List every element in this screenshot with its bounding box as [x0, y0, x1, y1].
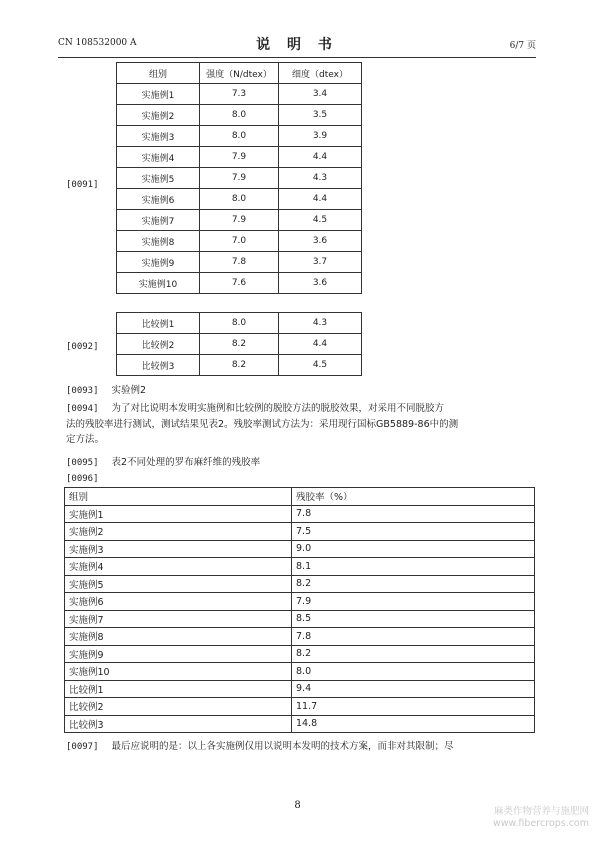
header-rule: [58, 57, 536, 58]
table-cell: 比较例3: [117, 355, 200, 376]
table-cell: 比较例3: [65, 715, 292, 733]
page-number: 8: [294, 800, 301, 811]
table-cell: 7.0: [200, 231, 279, 252]
paragraph-0097: [66, 739, 536, 755]
table-row: [65, 558, 535, 576]
paragraph-label-0093: [0093]: [66, 386, 99, 396]
table-cell: 实施例1: [65, 505, 292, 523]
table-row: [117, 168, 362, 189]
table-caption: 表2不同处理的罗布麻纤维的残胶率: [111, 457, 261, 468]
table-row: [65, 575, 535, 593]
paragraph-label-0094: [0094]: [66, 404, 99, 414]
table-row: [65, 645, 535, 663]
table-row: [117, 189, 362, 210]
watermark-line2: www.fibercrops.com: [492, 818, 589, 829]
patent-number: CN 108532000 A: [58, 38, 137, 48]
table-cell: 3.6: [279, 273, 362, 294]
paragraph-0094: [66, 401, 536, 447]
table-row: [65, 680, 535, 698]
table-cell: 7.8: [292, 628, 535, 646]
table-row: [65, 505, 535, 523]
table-cell: 4.4: [279, 334, 362, 355]
table-cell: 实施例8: [65, 628, 292, 646]
table-row: [65, 628, 535, 646]
table-cell: 比较例1: [65, 680, 292, 698]
table-cell: 4.3: [279, 313, 362, 334]
table-row: [65, 698, 535, 716]
table-cell: 8.0: [200, 126, 279, 147]
table-cell: 实施例7: [117, 210, 200, 231]
table-row: [65, 523, 535, 541]
table-cell: 实施例9: [117, 252, 200, 273]
table-cell: 实施例10: [65, 663, 292, 681]
table-row: [117, 105, 362, 126]
table-cell: 实施例5: [117, 168, 200, 189]
table-cell: 实施例5: [65, 575, 292, 593]
table-cell: 14.8: [292, 715, 535, 733]
table-row: [117, 355, 362, 376]
table-cell: 4.4: [279, 189, 362, 210]
table-cell: 7.9: [200, 168, 279, 189]
table-cell: 实施例9: [65, 645, 292, 663]
table-cell: 8.2: [292, 645, 535, 663]
table-row: [65, 715, 535, 733]
table-cell: 8.5: [292, 610, 535, 628]
table-row: [65, 593, 535, 611]
table-cell: 3.6: [279, 231, 362, 252]
paragraph-label-0091: [0091]: [66, 180, 99, 190]
table-cell: 8.2: [200, 355, 279, 376]
table-cell: 实施例7: [65, 610, 292, 628]
residual-gum-table: [64, 487, 535, 733]
table-cell: 9.4: [292, 680, 535, 698]
page-indicator: 6/7 页: [509, 41, 536, 51]
table-cell: 7.8: [292, 505, 535, 523]
table-row: [117, 126, 362, 147]
table-cell: 实施例10: [117, 273, 200, 294]
table-cell: 3.4: [279, 84, 362, 105]
header-cell: 强度（N/dtex）: [200, 63, 279, 84]
table-cell: 实施例6: [117, 189, 200, 210]
table-cell: 8.2: [200, 334, 279, 355]
table-cell: 4.5: [279, 355, 362, 376]
table-cell: 实施例4: [65, 558, 292, 576]
table-header-row: [117, 63, 362, 84]
table-cell: 7.3: [200, 84, 279, 105]
paragraph-0097-text: 最后应说明的是：以上各实施例仅用以说明本发明的技术方案，而非对其限制；尽: [111, 741, 454, 752]
paragraph-0093: [66, 383, 536, 399]
table-cell: 8.0: [200, 105, 279, 126]
table-cell: 实施例3: [117, 126, 200, 147]
header-cell: 残胶率（%）: [292, 488, 535, 506]
table-row: [117, 210, 362, 231]
table-cell: 实施例4: [117, 147, 200, 168]
table-cell: 实施例2: [65, 523, 292, 541]
table-cell: 实施例8: [117, 231, 200, 252]
watermark-line1: 麻类作物营养与施肥网: [493, 806, 589, 817]
table-row: [65, 610, 535, 628]
comparison-table: [116, 312, 362, 376]
paragraph-label-0092: [0092]: [66, 342, 99, 352]
document-title: 说 明 书: [256, 37, 338, 53]
table-cell: 3.9: [279, 126, 362, 147]
table-row: [117, 231, 362, 252]
table-cell: 比较例1: [117, 313, 200, 334]
header-cell: 组别: [65, 488, 292, 506]
table-cell: 4.3: [279, 168, 362, 189]
header-cell: 组别: [117, 63, 200, 84]
paragraph-0094-line3: 定方法。: [66, 434, 105, 445]
paragraph-label-0097: [0097]: [66, 742, 99, 752]
table-cell: 8.0: [200, 313, 279, 334]
paragraph-label-0095: [0095]: [66, 458, 99, 468]
paragraph-0094-line2: 法的残胶率进行测试，测试结果见表2。残胶率测试方法为：采用现行国标GB5889-86中的测: [66, 419, 459, 430]
table-cell: 实施例6: [65, 593, 292, 611]
table-row: [117, 313, 362, 334]
table-cell: 实施例3: [65, 540, 292, 558]
table-row: [117, 252, 362, 273]
strength-fineness-table: [116, 62, 362, 294]
table-row: [65, 540, 535, 558]
table-cell: 9.0: [292, 540, 535, 558]
table-cell: 7.9: [200, 210, 279, 231]
table-cell: 4.4: [279, 147, 362, 168]
table-cell: 3.7: [279, 252, 362, 273]
table-cell: 11.7: [292, 698, 535, 716]
paragraph-0093-text: 实验例2: [111, 385, 147, 396]
header-cell: 细度（dtex）: [279, 63, 362, 84]
table-cell: 7.6: [200, 273, 279, 294]
table-cell: 实施例1: [117, 84, 200, 105]
table-cell: 7.9: [200, 147, 279, 168]
table-cell: 3.5: [279, 105, 362, 126]
table-header-row: [65, 488, 535, 506]
table-cell: 7.8: [200, 252, 279, 273]
table-row: [65, 663, 535, 681]
page-header: [58, 34, 536, 56]
paragraph-0094-line1: 为了对比说明本发明实施例和比较例的脱胶方法的脱胶效果，对采用不同脱胶方: [111, 403, 445, 414]
table-row: [117, 147, 362, 168]
table-cell: 实施例2: [117, 105, 200, 126]
table-cell: 8.2: [292, 575, 535, 593]
paragraph-0095: [66, 455, 536, 471]
watermark: [493, 806, 589, 830]
table-cell: 8.1: [292, 558, 535, 576]
table-cell: 7.5: [292, 523, 535, 541]
table-cell: 7.9: [292, 593, 535, 611]
table-row: [117, 334, 362, 355]
table-cell: 8.0: [292, 663, 535, 681]
table-cell: 4.5: [279, 210, 362, 231]
table-row: [117, 84, 362, 105]
table-cell: 比较例2: [117, 334, 200, 355]
paragraph-label-0096: [0096]: [66, 474, 99, 484]
table-row: [117, 273, 362, 294]
table-cell: 比较例2: [65, 698, 292, 716]
table-cell: 8.0: [200, 189, 279, 210]
